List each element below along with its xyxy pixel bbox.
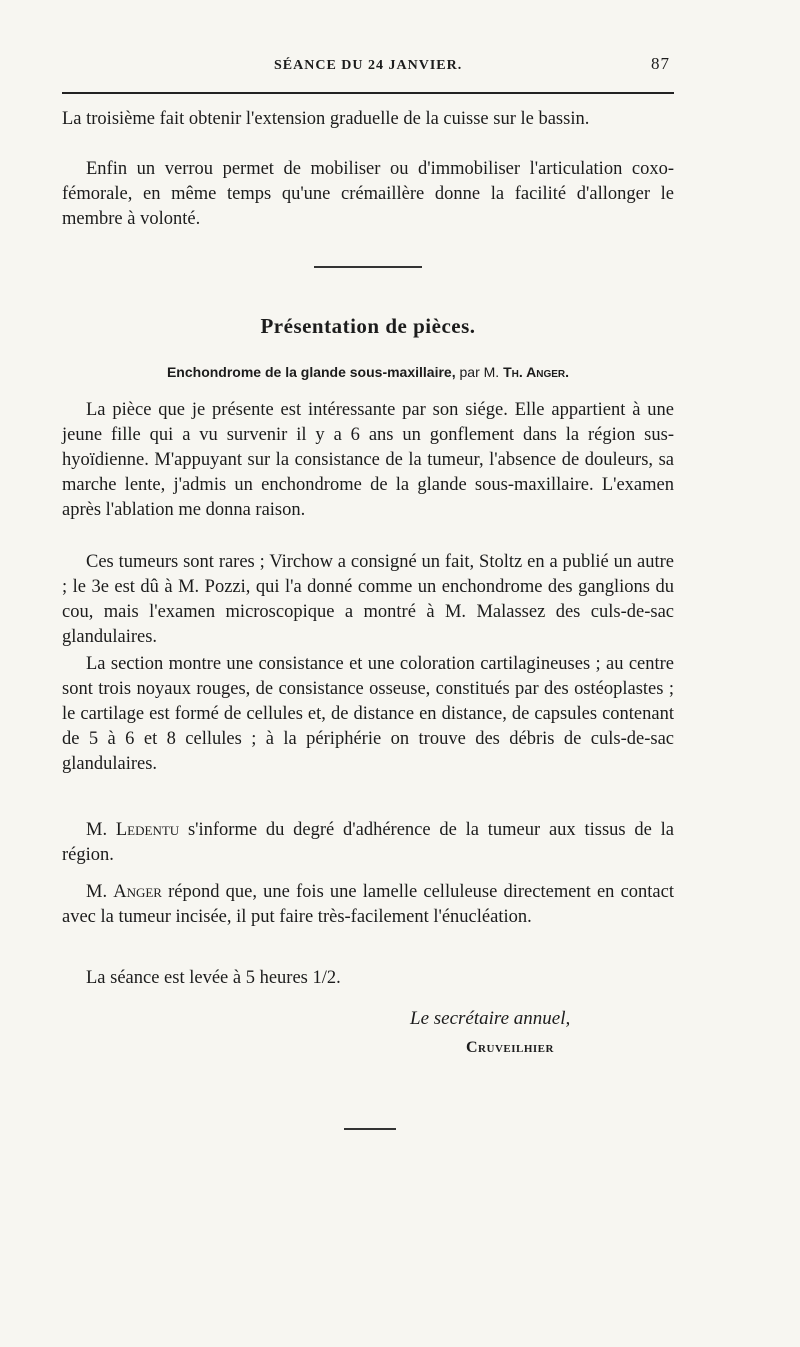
paragraph-2: Enfin un verrou permet de mobiliser ou d'immobiliser l'articulation coxo-fémorale, en même temps qu'une crémaillère donne la facilité d'allonger le membre à volonté. xyxy=(62,159,674,229)
ornamental-rule xyxy=(314,266,422,268)
p7-prefix: M. xyxy=(86,882,114,902)
subtitle-by: par M. xyxy=(455,364,504,380)
page-number: 87 xyxy=(651,54,670,73)
paragraph-1: La troisième fait obtenir l'extension graduelle de la cuisse sur le bassin. xyxy=(62,109,590,129)
p7-text: répond que, une fois une lamelle celluleuse directement en contact avec la tumeur incisée, il put faire très-facilement l'énucléation. xyxy=(62,882,674,927)
p6-prefix: M. xyxy=(86,820,116,840)
paragraph-5: La section montre une consistance et une coloration cartilagineuses ; au centre sont trois noyaux rouges, de consistance osseuse, constitués par des ostéoplastes ; le cartilage est formé de cellules et, de distance en distance, de capsules contenant de 5 à 6 et 8 cellules ; à la périphérie on trouve des débris de culs-de-sac glandulaires. xyxy=(62,654,674,774)
speaker-name-ledentu: Ledentu xyxy=(115,820,180,840)
paragraph-8: La séance est levée à 5 heures 1/2. xyxy=(86,968,341,988)
subtitle-author: Th. Anger. xyxy=(503,364,570,380)
paragraph-7 xyxy=(62,880,674,930)
section-subtitle xyxy=(62,364,674,380)
p6-text: s'informe du degré d'adhérence de la tumeur aux tissus de la région. xyxy=(62,820,675,865)
running-header xyxy=(62,54,674,80)
signature-role: Le secrétaire annuel, xyxy=(410,1008,571,1029)
end-rule xyxy=(344,1128,396,1130)
header-title: SÉANCE DU 24 JANVIER. xyxy=(274,58,463,73)
speaker-name-anger: Anger xyxy=(113,882,162,902)
header-rule xyxy=(62,92,674,94)
signature-name: Cruveilhier xyxy=(466,1039,554,1056)
paragraph-3: La pièce que je présente est intéressante par son siége. Elle appartient à une jeune fille qui a vu survenir il y a 6 ans un gonflement dans la région sus-hyoïdienne. M'appuyant sur la consistance de la tumeur, l'absence de douleurs, sa marche lente, j'admis un enchondrome de la glande sous-maxillaire. L'examen après l'ablation me donna raison. xyxy=(62,400,674,520)
paragraph-6 xyxy=(62,818,674,868)
subtitle-main: Enchondrome de la glande sous-maxillaire, xyxy=(166,364,456,380)
section-title: Présentation de pièces. xyxy=(260,314,476,338)
paragraph-4: Ces tumeurs sont rares ; Virchow a consigné un fait, Stoltz en a publié un autre ; le 3e est dû à M. Pozzi, qui l'a donné comme un enchondrome des ganglions du cou, mais l'examen microscopique a montré à M. Malassez des culs-de-sac glandulaires. xyxy=(62,552,674,647)
